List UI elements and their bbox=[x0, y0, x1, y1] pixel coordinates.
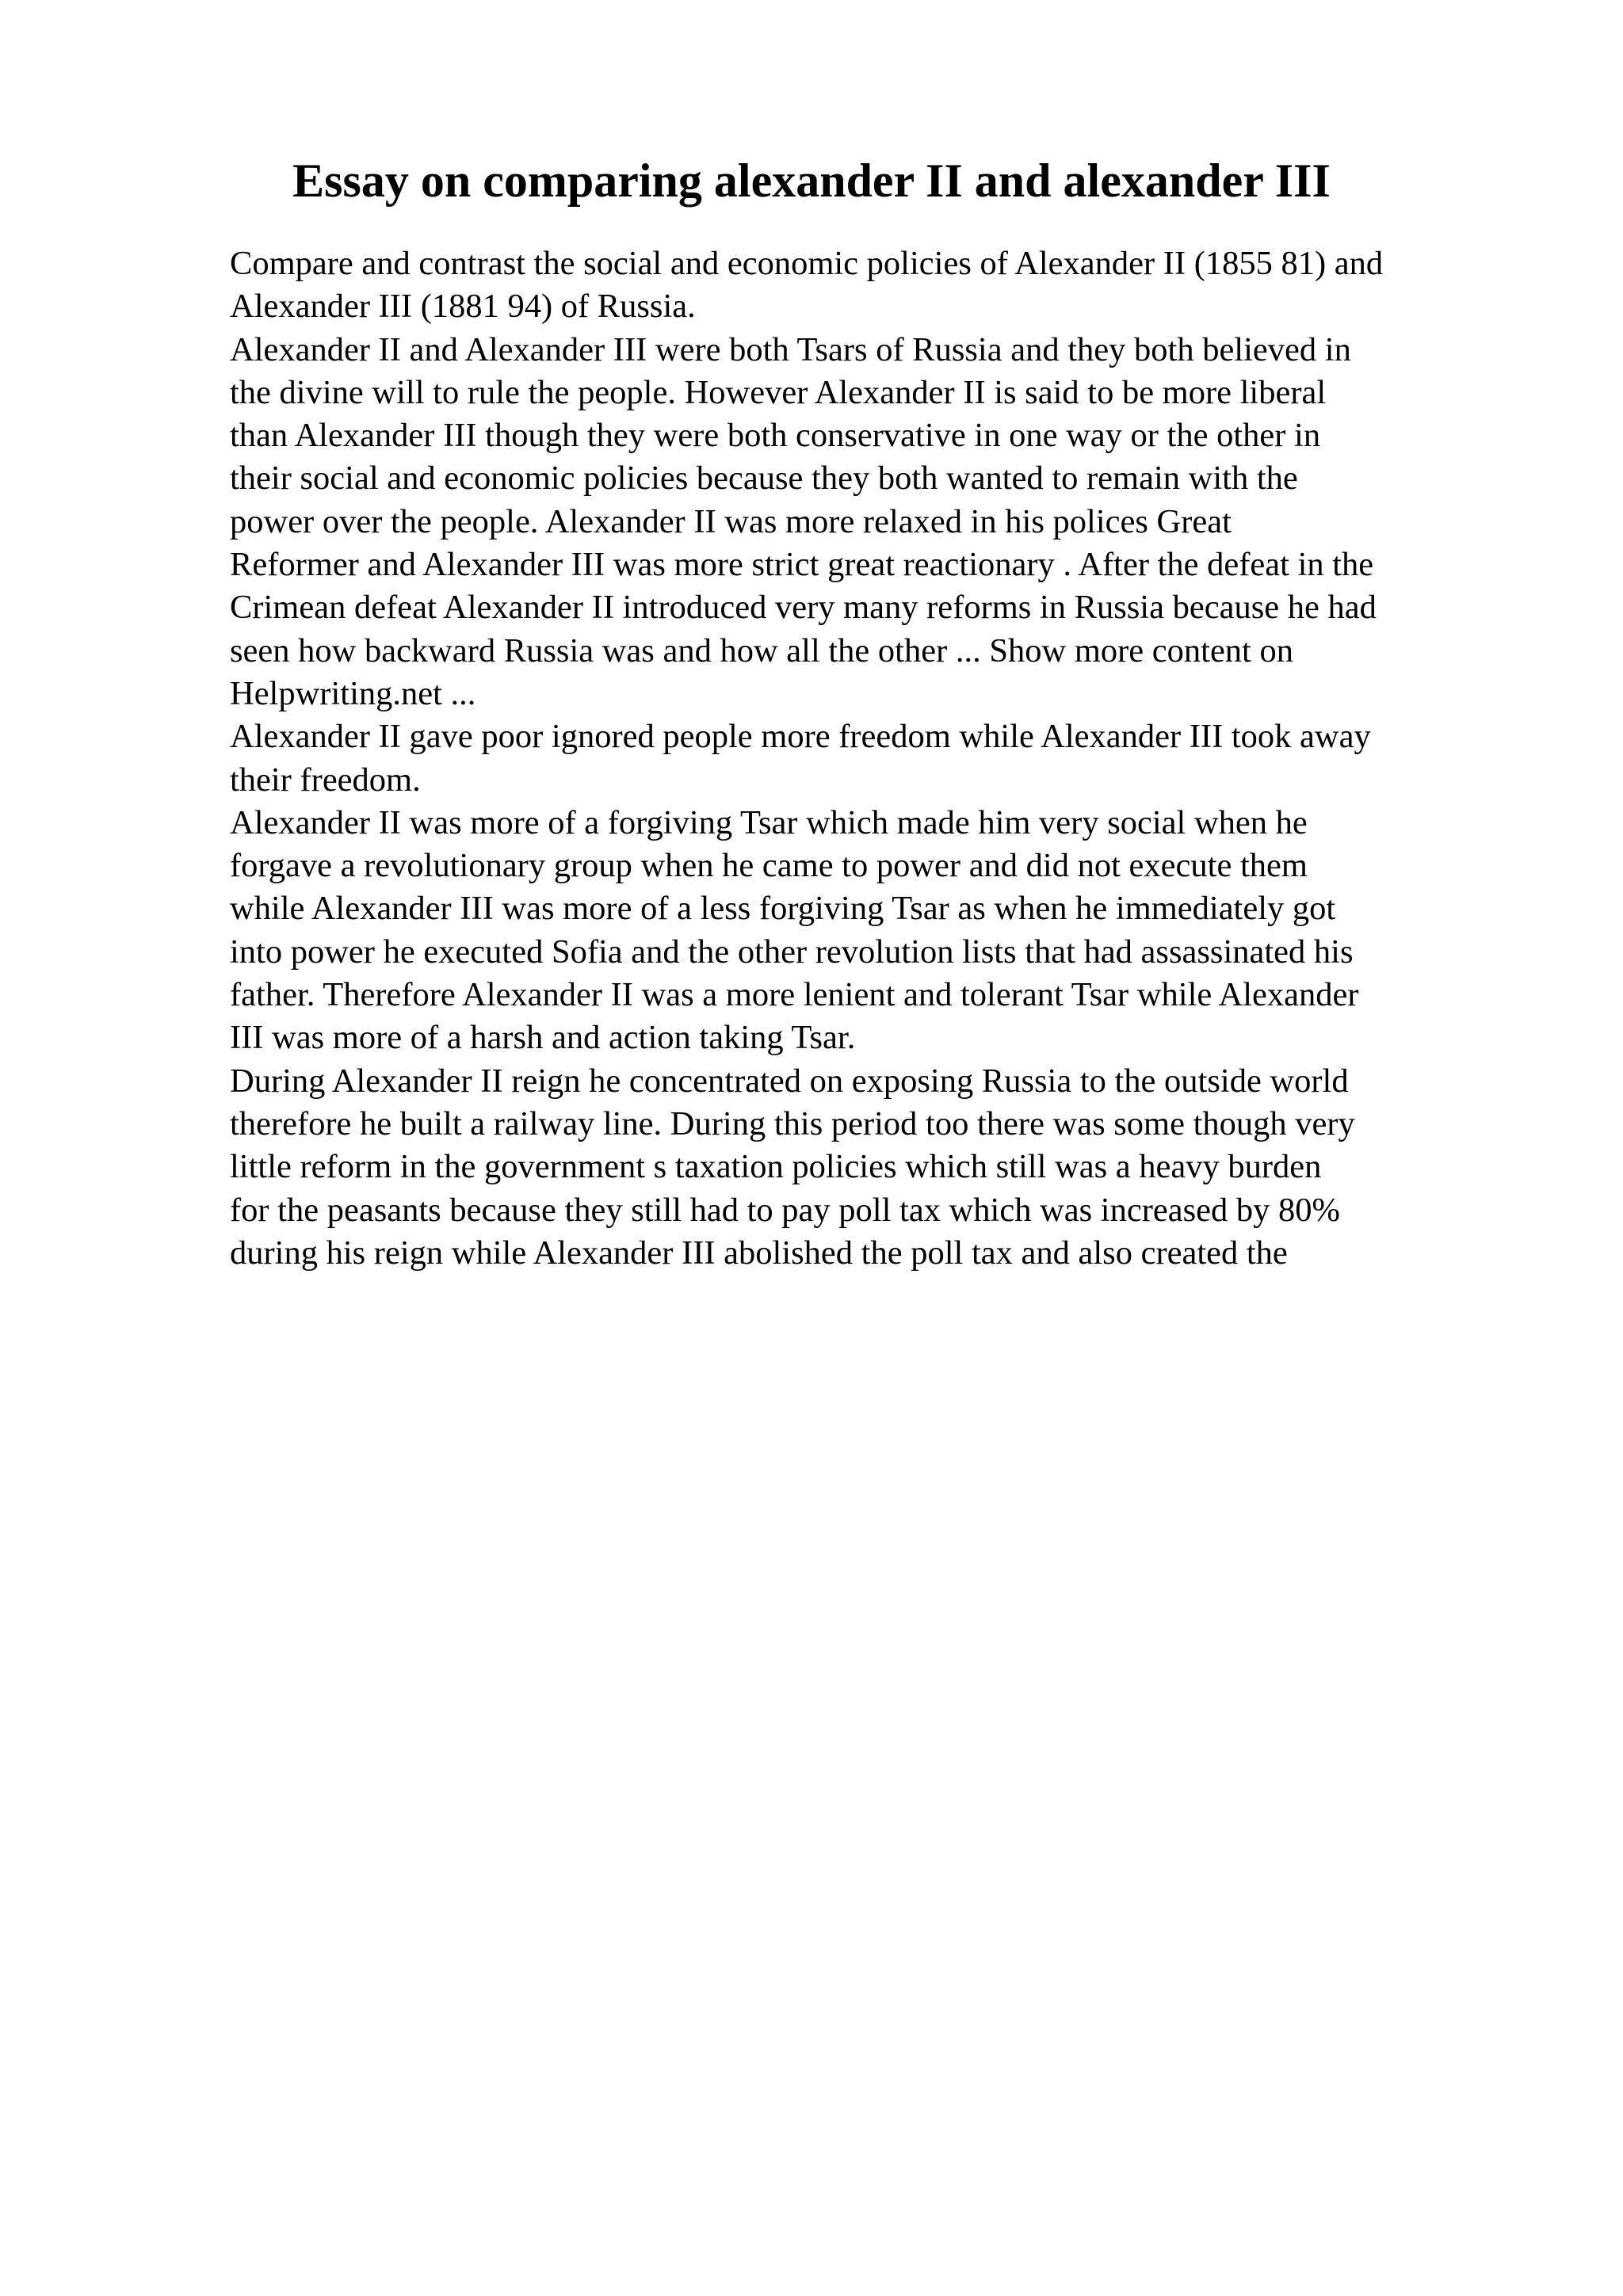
body-line: Reformer and Alexander III was more strict great reactionary . After the defeat in the bbox=[230, 546, 1374, 584]
body-line: Alexander II and Alexander III were both Tsars of Russia and they both believed in bbox=[230, 330, 1351, 368]
body-line: into power he executed Sofia and the other revolution lists that had assassinated his bbox=[230, 933, 1354, 971]
body-line: Alexander II was more of a forgiving Tsar which made him very social when he bbox=[230, 803, 1308, 841]
document-title: Essay on comparing alexander II and alexander III bbox=[292, 154, 1331, 207]
body-line: the divine will to rule the people. However Alexander II is said to be more liberal bbox=[230, 373, 1327, 411]
body-line: than Alexander III though they were both conservative in one way or the other in bbox=[230, 417, 1321, 455]
body-line: while Alexander III was more of a less forgiving Tsar as when he immediately got bbox=[230, 890, 1336, 928]
body-line: Alexander III (1881 94) of Russia. bbox=[230, 288, 696, 326]
body-line: Crimean defeat Alexander II introduced very many reforms in Russia because he had bbox=[230, 589, 1377, 627]
body-line: Helpwriting.net ... bbox=[230, 674, 476, 712]
body-line: for the peasants because they still had to pay poll tax which was increased by 80% bbox=[230, 1191, 1340, 1229]
body-line: Alexander II gave poor ignored people more freedom while Alexander III took away bbox=[230, 718, 1371, 756]
body-line: III was more of a harsh and action taking Tsar. bbox=[230, 1019, 856, 1057]
body-line: seen how backward Russia was and how all the other ... Show more content on bbox=[230, 631, 1293, 669]
document-body bbox=[230, 242, 1577, 1275]
body-line: forgave a revolutionary group when he came to power and did not execute them bbox=[230, 847, 1308, 885]
body-line: therefore he built a railway line. During this period too there was some though very bbox=[230, 1104, 1355, 1142]
body-line: father. Therefore Alexander II was a more lenient and tolerant Tsar while Alexander bbox=[230, 976, 1359, 1014]
body-line: during his reign while Alexander III abolished the poll tax and also created the bbox=[230, 1234, 1288, 1272]
body-line: their social and economic policies because they both wanted to remain with the bbox=[230, 460, 1298, 498]
body-line: their freedom. bbox=[230, 761, 421, 799]
body-line: Compare and contrast the social and economic policies of Alexander II (1855 81) and bbox=[230, 245, 1384, 282]
body-line: power over the people. Alexander II was more relaxed in his polices Great bbox=[230, 502, 1232, 540]
body-line: little reform in the government s taxation policies which still was a heavy burden bbox=[230, 1148, 1322, 1186]
body-line: During Alexander II reign he concentrated on exposing Russia to the outside world bbox=[230, 1062, 1349, 1100]
